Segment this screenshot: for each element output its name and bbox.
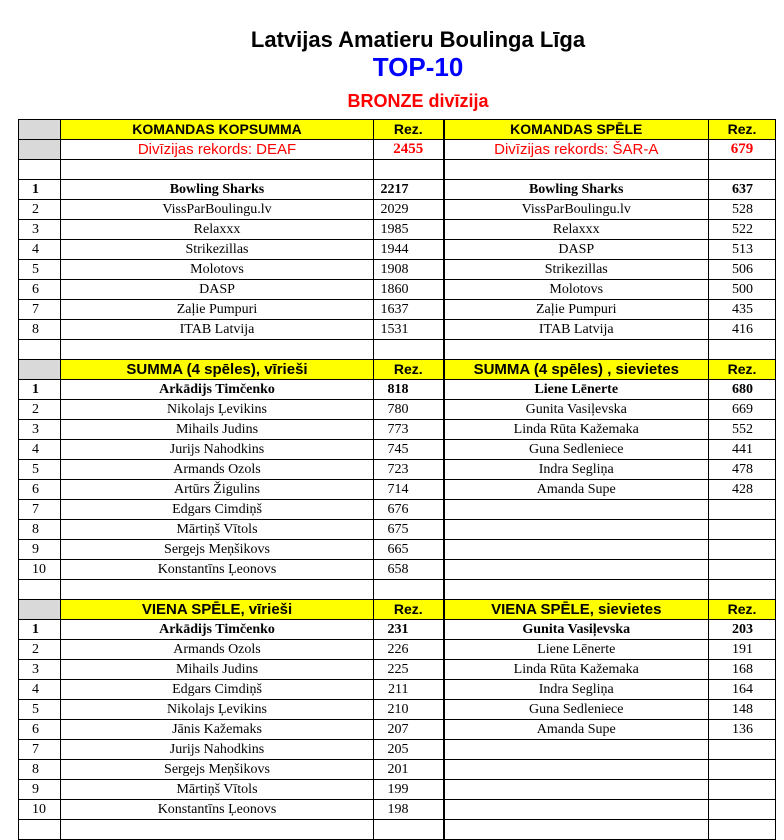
rank-cell: 6 [19,480,61,500]
player-name: Gunita Vasiļevska [444,400,709,420]
section-header-row [19,360,776,380]
score-value: 478 [709,460,776,480]
player-name [444,500,709,520]
score-value: 818 [374,380,444,400]
rank-cell: 3 [19,220,61,240]
rank-header-cell [19,360,61,380]
score-value: 637 [709,180,776,200]
team-name: Molotovs [61,260,374,280]
section-header-row [19,600,776,620]
score-value: 745 [374,440,444,460]
rank-cell: 8 [19,520,61,540]
player-name: Arkādijs Timčenko [61,620,374,640]
table-row [19,620,776,640]
player-name: Arkādijs Timčenko [61,380,374,400]
rank-cell: 5 [19,260,61,280]
score-value: 136 [709,720,776,740]
section-title: KOMANDAS SPĒLE [444,120,709,140]
team-name: Bowling Sharks [444,180,709,200]
player-name: Armands Ozols [61,460,374,480]
team-name: Relaxxx [444,220,709,240]
rank-cell: 2 [19,400,61,420]
score-value [709,500,776,520]
score-value [709,560,776,580]
blank-cell [61,340,374,360]
player-name: Indra Segliņa [444,460,709,480]
rank-cell: 5 [19,460,61,480]
division-record-value: 679 [709,140,776,160]
top10-table [18,119,776,840]
team-name: ITAB Latvija [444,320,709,340]
rank-header-cell [19,120,61,140]
team-name: VissParBoulingu.lv [444,200,709,220]
table-row [19,680,776,700]
rank-cell: 3 [19,420,61,440]
score-value: 207 [374,720,444,740]
rank-cell: 7 [19,500,61,520]
score-value: 675 [374,520,444,540]
score-value: 198 [374,800,444,820]
player-name: Guna Sedleniece [444,440,709,460]
score-value: 513 [709,240,776,260]
team-row [19,200,776,220]
table-row [19,480,776,500]
score-value [709,540,776,560]
team-name: Zaļie Pumpuri [444,300,709,320]
table-row [19,500,776,520]
score-value: 416 [709,320,776,340]
player-name: Amanda Supe [444,720,709,740]
rank-cell: 1 [19,180,61,200]
score-value: 225 [374,660,444,680]
team-row [19,280,776,300]
rank-cell: 1 [19,380,61,400]
table-row [19,560,776,580]
score-header: Rez. [374,120,444,140]
rank-cell: 8 [19,760,61,780]
player-name: Amanda Supe [444,480,709,500]
table-row [19,780,776,800]
blank-cell [374,580,444,600]
blank-cell [374,340,444,360]
player-name: Edgars Cimdiņš [61,500,374,520]
player-name [444,560,709,580]
blank-cell [19,580,61,600]
score-value: 780 [374,400,444,420]
score-value: 164 [709,680,776,700]
division-record-label: Divīzijas rekords: ŠAR-A [444,140,709,160]
rank-cell: 3 [19,660,61,680]
table-row [19,640,776,660]
score-header: Rez. [709,120,776,140]
table-row [19,740,776,760]
player-name: Liene Lēnerte [444,640,709,660]
team-name: VissParBoulingu.lv [61,200,374,220]
score-header: Rez. [709,600,776,620]
rank-cell: 7 [19,740,61,760]
table-row [19,700,776,720]
team-row [19,220,776,240]
blank-cell [709,580,776,600]
blank-row [19,340,776,360]
team-name: Strikezillas [444,260,709,280]
team-name: DASP [444,240,709,260]
score-value: 773 [374,420,444,440]
player-name: Indra Segliņa [444,680,709,700]
score-value: 1860 [374,280,444,300]
score-value: 210 [374,700,444,720]
score-value [709,740,776,760]
section-title: SUMMA (4 spēles) , sievietes [444,360,709,380]
player-name [444,800,709,820]
team-row [19,240,776,260]
section-header-row [19,120,776,140]
record-row [19,140,776,160]
blank-row [19,160,776,180]
rank-cell: 5 [19,700,61,720]
section-title: SUMMA (4 spēles), vīrieši [61,360,374,380]
team-name: Relaxxx [61,220,374,240]
score-value: 231 [374,620,444,640]
rank-cell: 4 [19,440,61,460]
player-name: Sergejs Meņšikovs [61,540,374,560]
score-value: 428 [709,480,776,500]
rank-cell: 7 [19,300,61,320]
blank-cell [19,160,61,180]
rank-cell: 2 [19,200,61,220]
score-value: 226 [374,640,444,660]
rank-cell: 10 [19,560,61,580]
section-title: KOMANDAS KOPSUMMA [61,120,374,140]
score-value: 665 [374,540,444,560]
table-row [19,800,776,820]
score-value: 168 [709,660,776,680]
rank-cell: 6 [19,280,61,300]
player-name [444,780,709,800]
player-name: Mihails Judins [61,660,374,680]
table-row [19,420,776,440]
score-value: 201 [374,760,444,780]
score-value: 2217 [374,180,444,200]
score-value: 1637 [374,300,444,320]
score-value: 522 [709,220,776,240]
rank-cell: 4 [19,240,61,260]
player-name: Artūrs Žigulins [61,480,374,500]
blank-cell [709,160,776,180]
player-name [444,760,709,780]
score-value: 552 [709,420,776,440]
player-name: Jurijs Nahodkins [61,740,374,760]
player-name: Mārtiņš Vītols [61,780,374,800]
player-name: Jānis Kažemaks [61,720,374,740]
player-name: Nikolajs Ļevikins [61,700,374,720]
team-name: ITAB Latvija [61,320,374,340]
rank-cell: 10 [19,800,61,820]
team-name: DASP [61,280,374,300]
team-row [19,320,776,340]
blank-row [19,580,776,600]
player-name [444,540,709,560]
blank-cell [444,580,709,600]
player-name: Sergejs Meņšikovs [61,760,374,780]
table-row [19,520,776,540]
score-value: 500 [709,280,776,300]
player-name: Linda Rūta Kažemaka [444,660,709,680]
score-value: 676 [374,500,444,520]
table-row [19,660,776,680]
team-row [19,180,776,200]
player-name: Mihails Judins [61,420,374,440]
score-value [709,780,776,800]
score-value: 435 [709,300,776,320]
score-value: 205 [374,740,444,760]
score-header: Rez. [709,360,776,380]
team-name: Zaļie Pumpuri [61,300,374,320]
team-name: Strikezillas [61,240,374,260]
team-row [19,260,776,280]
score-value: 658 [374,560,444,580]
rank-cell: 9 [19,540,61,560]
score-value: 148 [709,700,776,720]
player-name: Guna Sedleniece [444,700,709,720]
score-value: 723 [374,460,444,480]
score-value: 1531 [374,320,444,340]
score-value: 1944 [374,240,444,260]
rank-cell: 2 [19,640,61,660]
rank-cell: 1 [19,620,61,640]
table-row [19,460,776,480]
blank-cell [709,340,776,360]
score-value: 199 [374,780,444,800]
blank-cell [61,580,374,600]
table-row [19,380,776,400]
player-name: Edgars Cimdiņš [61,680,374,700]
player-name: Mārtiņš Vītols [61,520,374,540]
score-value: 506 [709,260,776,280]
score-value: 191 [709,640,776,660]
rank-cell: 6 [19,720,61,740]
player-name: Jurijs Nahodkins [61,440,374,460]
score-value: 1985 [374,220,444,240]
player-name: Gunita Vasiļevska [444,620,709,640]
score-value: 441 [709,440,776,460]
player-name: Armands Ozols [61,640,374,660]
rank-cell: 9 [19,780,61,800]
player-name: Linda Rūta Kažemaka [444,420,709,440]
score-value: 714 [374,480,444,500]
score-header: Rez. [374,360,444,380]
player-name [444,740,709,760]
score-value: 528 [709,200,776,220]
rank-header-cell [19,600,61,620]
section-title: VIENA SPĒLE, sievietes [444,600,709,620]
score-value [709,760,776,780]
player-name: Liene Lēnerte [444,380,709,400]
division-title: BRONZE divīzija [347,91,489,111]
table-row [19,720,776,740]
blank-cell [19,340,61,360]
player-name: Konstantīns Ļeonovs [61,560,374,580]
team-row [19,300,776,320]
rank-cell: 4 [19,680,61,700]
record-rank-cell [19,140,61,160]
score-value [709,800,776,820]
score-value: 211 [374,680,444,700]
score-value: 669 [709,400,776,420]
score-value [709,520,776,540]
player-name: Nikolajs Ļevikins [61,400,374,420]
score-value: 203 [709,620,776,640]
score-value: 1908 [374,260,444,280]
blank-cell [444,340,709,360]
division-record-value: 2455 [374,140,444,160]
team-name: Bowling Sharks [61,180,374,200]
top-title: TOP-10 [372,52,464,82]
player-name: Konstantīns Ļeonovs [61,800,374,820]
section-title: VIENA SPĒLE, vīrieši [61,600,374,620]
rank-cell: 8 [19,320,61,340]
table-row [19,440,776,460]
score-value: 2029 [374,200,444,220]
team-name: Molotovs [444,280,709,300]
blank-cell [444,160,709,180]
score-header: Rez. [374,600,444,620]
division-record-label: Divīzijas rekords: DEAF [61,140,374,160]
blank-cell [374,160,444,180]
table-row [19,400,776,420]
score-value: 680 [709,380,776,400]
blank-cell [61,160,374,180]
table-row [19,760,776,780]
league-title: Latvijas Amatieru Boulinga Līga [250,27,586,52]
table-row [19,540,776,560]
player-name [444,520,709,540]
